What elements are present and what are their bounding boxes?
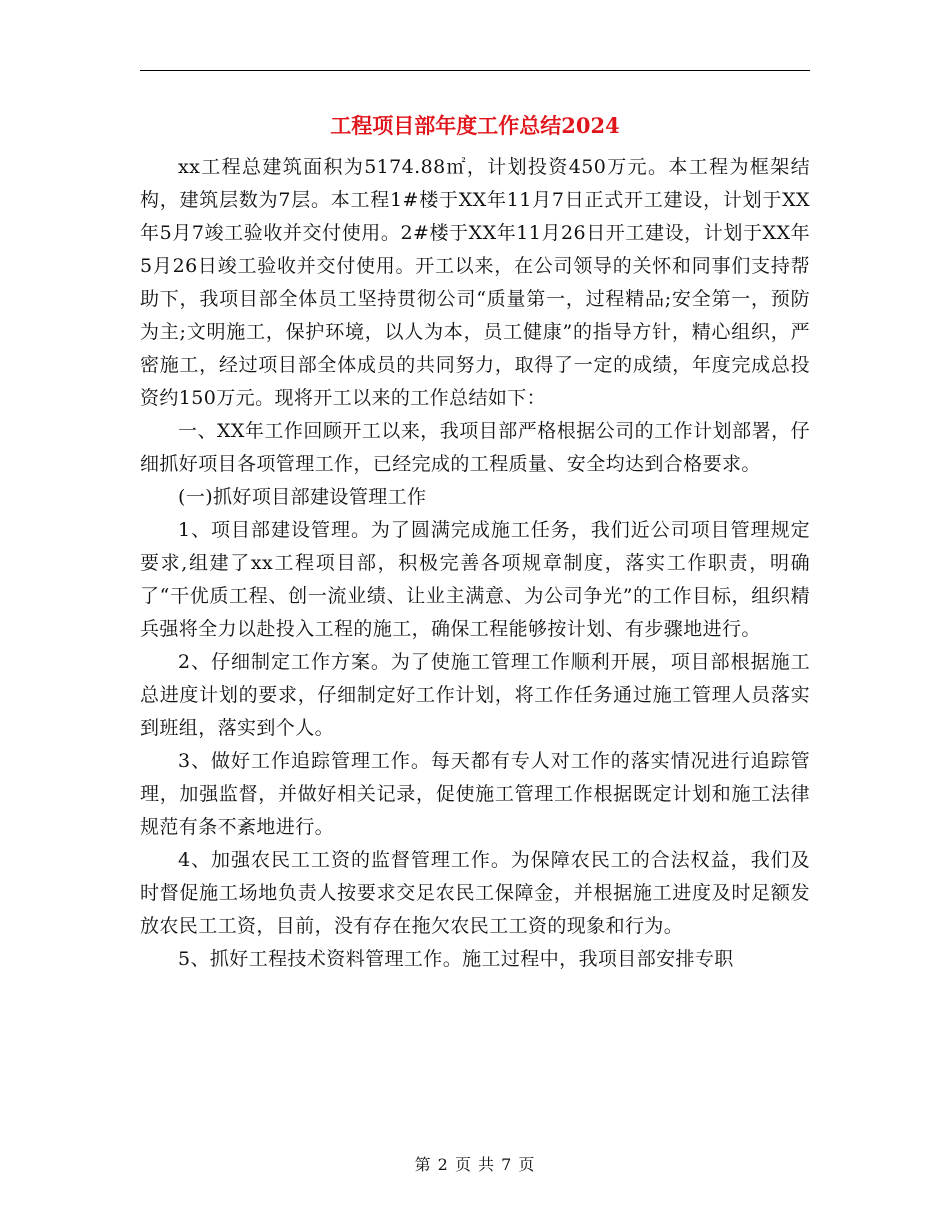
paragraph-item-4: 4、加强农民工工资的监督管理工作。为保障农民工的合法权益，我们及时督促施工场地负责人按要求交足农民工保障金，并根据施工进度及时足额发放农民工工资，目前，没有存在拖欠农民工工资的现象和行为。 [140,849,810,937]
paragraph-subheading: (一)抓好项目部建设管理工作 [178,486,427,508]
header-rule [140,70,810,71]
paragraph-item-2: 2、仔细制定工作方案。为了使施工管理工作顺利开展，项目部根据施工总进度计划的要求，仔细制定好工作计划，将工作任务通过施工管理人员落实到班组，落实到个人。 [140,651,810,739]
paragraph-item-1: 1、项目部建设管理。为了圆满完成施工任务，我们近公司项目管理规定要求,组建了xx工程项目部，积极完善各项规章制度，落实工作职责，明确了“干优质工程、创一流业绩、让业主满意、为公司争光”的工作目标，组织精兵强将全力以赴投入工程的施工，确保工程能够按计划、有步骤地进行。 [140,519,810,640]
paragraph-section-one: 一、XX年工作回顾开工以来，我项目部严格根据公司的工作计划部署，仔细抓好项目各项管理工作，已经完成的工程质量、安全均达到合格要求。 [140,420,810,475]
document-title: 工程项目部年度工作总结2024 [330,113,620,138]
paragraph-item-3: 3、做好工作追踪管理工作。每天都有专人对工作的落实情况进行追踪管理，加强监督，并做好相关记录，促使施工管理工作根据既定计划和施工法律规范有条不紊地进行。 [140,750,810,838]
page-number-footer: 第 2 页 共 7 页 [414,1155,536,1174]
paragraph-intro: xx工程总建筑面积为5174.88㎡，计划投资450万元。本工程为框架结构，建筑层数为7层。本工程1#楼于XX年11月7日正式开工建设，计划于XX年5月7竣工验收并交付使用。2#楼于XX年11月26日开工建设，计划于XX年5月26日竣工验收并交付使用。开工以来，在公司领导的关怀和同事们支持帮助下，我项目部全体员工坚持贯彻公司“质量第一，过程精品;安全第一，预防为主;文明施工，保护环境，以人为本，员工健康”的指导方针，精心组织，严密施工，经过项目部全体成员的共同努力，取得了一定的成绩，年度完成总投资约150万元。现将开工以来的工作总结如下： [140,156,810,409]
paragraph-item-5: 5、抓好工程技术资料管理工作。施工过程中，我项目部安排专职 [178,948,734,970]
document-body [140,151,810,976]
